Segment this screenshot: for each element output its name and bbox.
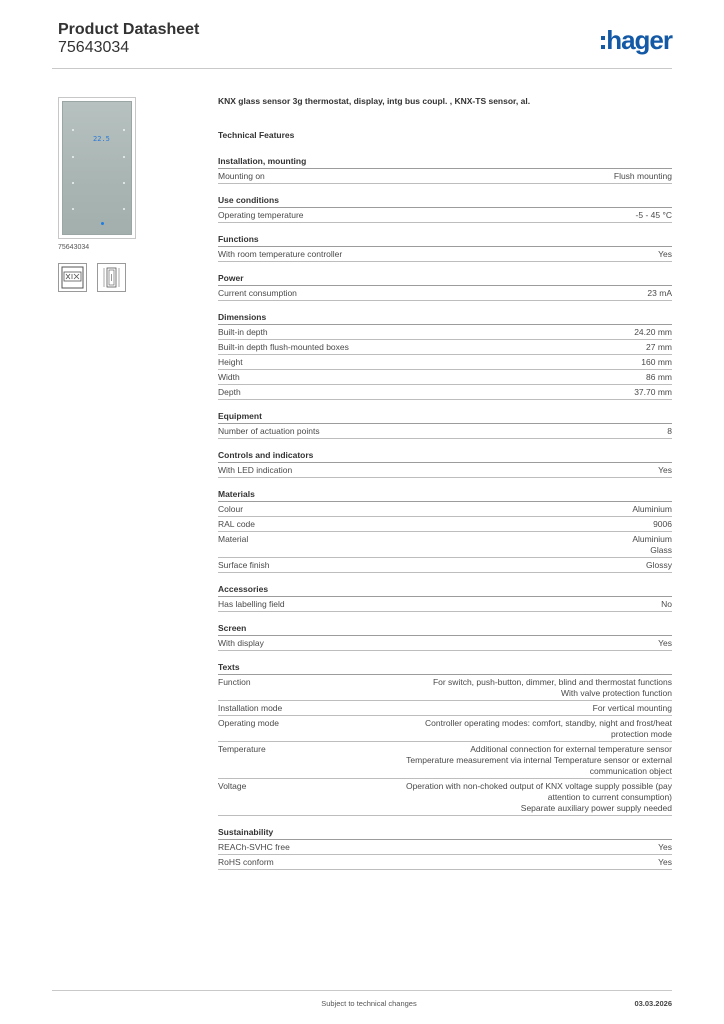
feature-value-line: 86 mm (646, 372, 672, 382)
feature-section (218, 662, 672, 816)
feature-section (218, 273, 672, 301)
section-title: Functions (218, 234, 672, 247)
feature-row (218, 716, 672, 742)
feature-row (218, 855, 672, 870)
feature-row (218, 636, 672, 651)
feature-label: With LED indication (218, 465, 293, 475)
section-title: Accessories (218, 584, 672, 597)
feature-row (218, 247, 672, 262)
feature-value-line: Glass (650, 545, 672, 555)
feature-value-line: 27 mm (646, 342, 672, 352)
feature-row (218, 779, 672, 816)
feature-section (218, 312, 672, 400)
feature-value-line: Aluminium (632, 504, 672, 514)
feature-value (406, 781, 672, 814)
glass-sensor-front (62, 101, 132, 235)
feature-row (218, 840, 672, 855)
feature-label: Voltage (218, 781, 247, 791)
feature-value (641, 357, 672, 368)
feature-value (658, 249, 672, 260)
feature-value-line: 9006 (653, 519, 672, 529)
feature-label: Current consumption (218, 288, 297, 298)
feature-value-line: 37.70 mm (634, 387, 672, 397)
led-indicator-icon (101, 222, 104, 225)
feature-label: With room temperature controller (218, 249, 343, 259)
feature-label: Height (218, 357, 243, 367)
feature-value (658, 465, 672, 476)
feature-value (632, 534, 672, 556)
feature-row (218, 370, 672, 385)
feature-value (658, 857, 672, 868)
footer-date: 03.03.2026 (634, 999, 672, 1008)
feature-value (658, 638, 672, 649)
feature-section (218, 156, 672, 184)
feature-value-line: -5 - 45 °C (635, 210, 672, 220)
feature-value (653, 519, 672, 530)
feature-value (667, 426, 672, 437)
footer-note: Subject to technical changes (321, 999, 417, 1008)
feature-label: Installation mode (218, 703, 283, 713)
knx-cert-icon (58, 263, 87, 292)
feature-value (632, 504, 672, 515)
feature-value-line: For vertical mounting (592, 703, 672, 713)
section-title: Texts (218, 662, 672, 675)
feature-value-line: Glossy (646, 560, 672, 570)
feature-section (218, 827, 672, 870)
dimension-drawing-icon (97, 263, 126, 292)
feature-row (218, 208, 672, 223)
feature-row (218, 558, 672, 573)
section-title: Use conditions (218, 195, 672, 208)
feature-value (433, 677, 672, 699)
footer-divider (52, 990, 672, 991)
feature-value (646, 560, 672, 571)
feature-value-line: Yes (658, 857, 672, 867)
feature-label: Depth (218, 387, 241, 397)
section-title: Controls and indicators (218, 450, 672, 463)
feature-section (218, 623, 672, 651)
product-number: 75643034 (58, 39, 130, 56)
section-title: Dimensions (218, 312, 672, 325)
logo-wordmark: hager (606, 25, 672, 55)
feature-value-line: Yes (658, 465, 672, 475)
section-title: Power (218, 273, 672, 286)
feature-value-line: Separate auxiliary power supply needed (520, 803, 672, 813)
feature-row (218, 701, 672, 716)
feature-section (218, 234, 672, 262)
feature-value (646, 372, 672, 383)
feature-label: Function (218, 677, 251, 687)
technical-features-table (218, 156, 672, 870)
feature-value-line: 23 mA (647, 288, 672, 298)
feature-value (634, 387, 672, 398)
feature-value-line: communication object (589, 766, 672, 776)
feature-label: RAL code (218, 519, 256, 529)
feature-value-line: 24.20 mm (634, 327, 672, 337)
feature-label: Operating temperature (218, 210, 304, 220)
feature-value (406, 744, 672, 777)
hager-logo (601, 25, 672, 56)
feature-row (218, 742, 672, 779)
feature-value-line: No (661, 599, 672, 609)
feature-row (218, 597, 672, 612)
section-title: Materials (218, 489, 672, 502)
feature-label: Built-in depth flush-mounted boxes (218, 342, 349, 352)
section-title: Sustainability (218, 827, 672, 840)
feature-value-line: Yes (658, 842, 672, 852)
feature-row (218, 340, 672, 355)
display-readout: 22.5 (93, 135, 110, 143)
feature-label: Has labelling field (218, 599, 285, 609)
feature-value-line: For switch, push-button, dimmer, blind and thermostat functions (432, 677, 672, 687)
feature-label: REACh-SVHC free (218, 842, 290, 852)
section-title: Installation, mounting (218, 156, 672, 169)
feature-label: Number of actuation points (218, 426, 320, 436)
feature-label: Mounting on (218, 171, 265, 181)
feature-row (218, 532, 672, 558)
feature-value (634, 327, 672, 338)
logo-colon-icon (601, 36, 605, 49)
feature-row (218, 385, 672, 400)
feature-row (218, 517, 672, 532)
feature-row (218, 169, 672, 184)
feature-value-line: Flush mounting (613, 171, 672, 181)
feature-value-line: 8 (667, 426, 672, 436)
feature-value (658, 842, 672, 853)
feature-row (218, 325, 672, 340)
feature-value-line: 160 mm (641, 357, 672, 367)
feature-value (661, 599, 672, 610)
feature-label: Surface finish (218, 560, 270, 570)
feature-row (218, 355, 672, 370)
feature-label: Operating mode (218, 718, 279, 728)
feature-row (218, 502, 672, 517)
feature-row (218, 286, 672, 301)
feature-label: With display (218, 638, 264, 648)
feature-row (218, 424, 672, 439)
page-title: Product Datasheet (58, 21, 200, 38)
image-caption: 75643034 (58, 244, 90, 251)
product-name: KNX glass sensor 3g thermostat, display, intg bus coupl. , KNX-TS sensor, al. (218, 96, 531, 106)
product-image (58, 97, 136, 239)
feature-section (218, 450, 672, 478)
feature-section (218, 195, 672, 223)
feature-label: Built-in depth (218, 327, 268, 337)
feature-value-line: With valve protection function (560, 688, 672, 698)
section-title: Equipment (218, 411, 672, 424)
feature-label: Width (218, 372, 240, 382)
technical-features-title: Technical Features (218, 130, 295, 140)
header-divider (52, 68, 672, 69)
feature-row (218, 675, 672, 701)
feature-label: Colour (218, 504, 244, 514)
feature-section (218, 584, 672, 612)
section-title: Screen (218, 623, 672, 636)
feature-value (646, 342, 672, 353)
feature-value-line: Controller operating modes: comfort, standby, night and frost/heat (425, 718, 672, 728)
feature-label: Temperature (218, 744, 266, 754)
feature-label: Material (218, 534, 249, 544)
feature-value-line: attention to current consumption) (547, 792, 672, 802)
feature-row (218, 463, 672, 478)
feature-section (218, 489, 672, 573)
feature-value (425, 718, 672, 740)
feature-value (593, 703, 672, 714)
feature-value-line: Yes (658, 249, 672, 259)
feature-value-line: Additional connection for external temperature sensor (470, 744, 672, 754)
feature-value-line: Operation with non-choked output of KNX voltage supply possible (pay (405, 781, 672, 791)
feature-label: RoHS conform (218, 857, 274, 867)
feature-value-line: Temperature measurement via internal Temperature sensor or external (406, 755, 672, 765)
feature-value-line: protection mode (611, 729, 672, 739)
feature-section (218, 411, 672, 439)
feature-value (636, 210, 672, 221)
feature-value (614, 171, 672, 182)
feature-value (647, 288, 672, 299)
feature-value-line: Yes (658, 638, 672, 648)
feature-value-line: Aluminium (632, 534, 672, 544)
